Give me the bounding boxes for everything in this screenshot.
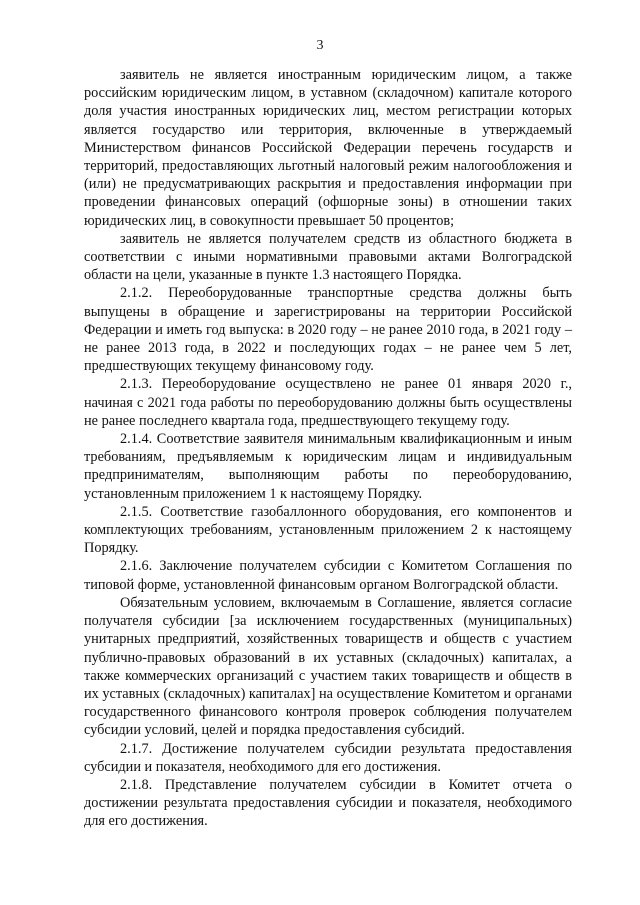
document-body <box>84 66 572 831</box>
paragraph-2-1-4: 2.1.4. Соответствие заявителя минимальным квалификационным и иным требованиям, предъявляемым к юридическим лицам и индивидуальным предпринимателям, выполняющим работы по переоборудованию, установленным приложением 1 к настоящему Порядку. <box>84 431 572 502</box>
paragraph-2-1-3: 2.1.3. Переоборудование осуществлено не ранее 01 января 2020 г., начиная с 2021 года работы по переоборудованию должны быть осуществлены не ранее последнего квартала года, предшествующего текущему году. <box>84 376 572 429</box>
paragraph-mandatory-condition: Обязательным условием, включаемым в Соглашение, является согласие получателя субсидии [за исключением государственных (муниципальных) унитарных предприятий, хозяйственных товариществ и обществ с участием публично-правовых образований в их уставных (складочных) капиталах, а также коммерческих организаций с участием таких товариществ и обществ в их уставных (складочных) капиталах] на осуществление Комитетом и органами государственного финансового контроля проверок соблюдения получателем субсидии условий, целей и порядка предоставления субсидий. <box>84 594 572 739</box>
paragraph-foreign-entity-condition: заявитель не является иностранным юридическим лицом, а также российским юридическим лицом, в уставном (складочном) капитале которого доля участия иностранных юридических лиц, местом регистрации которых является государство или территория, включенные в утверждаемый Министерством финансов Российской Федерации перечень государств и территорий, предоставляющих льготный налоговый режим налогообложения и (или) не предусматривающих раскрытия и предоставления информации при проведении финансовых операций (офшорные зоны) в отношении таких юридических лиц, в совокупности превышает 50 процентов; <box>84 67 572 229</box>
page-number: 3 <box>316 38 324 53</box>
paragraph-2-1-2: 2.1.2. Переоборудованные транспортные средства должны быть выпущены в обращение и зарегистрированы на территории Российской Федерации и иметь год выпуска: в 2020 году – не ранее 2010 года, в 2021 году – не ранее 2013 года, в 2022 и последующих годах – не ранее чем 5 лет, предшествующих текущему финансовому году. <box>84 285 572 375</box>
paragraph-2-1-5: 2.1.5. Соответствие газобаллонного оборудования, его компонентов и комплектующих требованиям, установленным приложением 2 к настоящему Порядку. <box>84 503 572 557</box>
paragraph-regional-budget-condition: заявитель не является получателем средств из областного бюджета в соответствии с иными нормативными правовыми актами Волгоградской области на цели, указанные в пункте 1.3 настоящего Порядка. <box>84 230 572 284</box>
paragraph-2-1-6: 2.1.6. Заключение получателем субсидии с Комитетом Соглашения по типовой форме, установленной финансовым органом Волгоградской области. <box>84 558 572 593</box>
paragraph-2-1-7: 2.1.7. Достижение получателем субсидии результата предоставления субсидии и показателя, необходимого для его достижения. <box>84 740 572 775</box>
paragraph-2-1-8: 2.1.8. Представление получателем субсидии в Комитет отчета о достижении результата предоставления субсидии и показателя, необходимого для его достижения. <box>84 776 572 830</box>
